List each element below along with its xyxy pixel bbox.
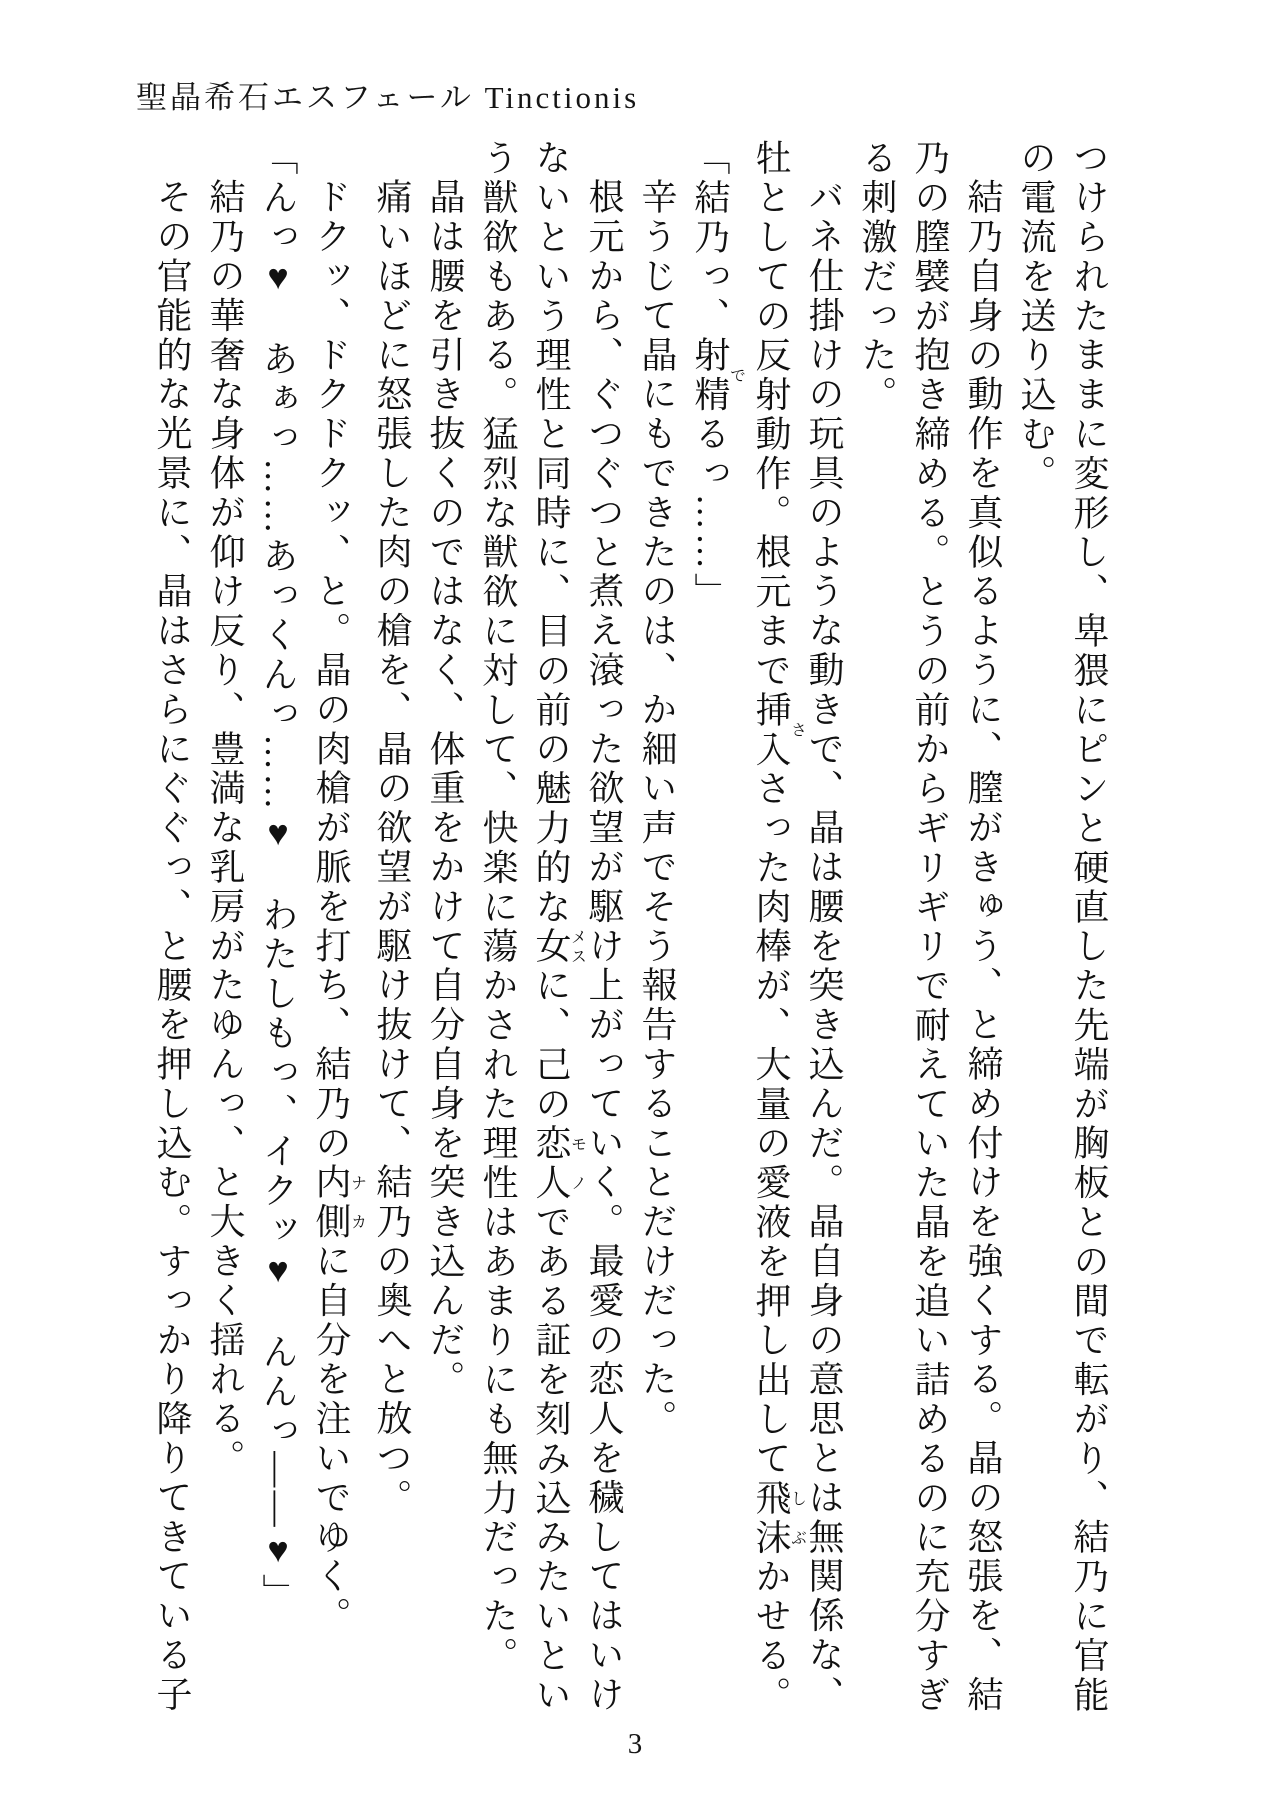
paragraph: 「結乃っ、射精でるっ……」 bbox=[690, 139, 745, 612]
paragraph: つけられたままに変形し、卑猥にピンと硬直した先端が胸板との間で転がり、結乃に官能の電流を送り込む。 bbox=[1016, 139, 1109, 1715]
paragraph: 結乃の華奢な身体が仰け反り、豊満な乳房がたゆんっ、と大きく揺れる。 bbox=[205, 178, 245, 1479]
ruby-annotated-word: 飛沫しぶ bbox=[751, 1478, 806, 1558]
paragraph: バネ仕掛けの玩具のような動きで、晶は腰を突き込んだ。晶自身の意思とは無関係な、牡としての反射動作。根元まで挿入ささった肉棒が、大量の愛液を押し出して飛沫しぶかせる。 bbox=[751, 139, 844, 1716]
ruby-annotated-word: 女メス bbox=[531, 927, 586, 967]
paragraph: 痛いほどに怒張した肉の槍を、晶の欲望が駆け抜けて、結乃の奥へと放つ。 bbox=[372, 178, 412, 1518]
ruby-annotated-word: 内側ナカ bbox=[311, 1163, 366, 1242]
text-columns bbox=[145, 139, 1115, 1721]
ruby-annotated-word: 恋人モノ bbox=[531, 1124, 586, 1203]
ruby-annotated-word: 挿入さ bbox=[751, 690, 806, 770]
page-header-title: 聖晶希石エスフェール Tinctionis bbox=[136, 80, 640, 115]
paragraph: 結乃自身の動作を真似るように、膣がきゅう、と締め付けを強くする。晶の怒張を、結乃の膣襞が抱き締める。とうの前からギリギリで耐えていた晶を追い詰めるのに充分すぎる刺激だった。 bbox=[857, 139, 1003, 1715]
page-number: 3 bbox=[627, 1728, 643, 1760]
paragraph: ドクッ、ドクドクッ、と。晶の肉槍が脈を打ち、結乃の内側ナカに自分を注いでゆく。 bbox=[311, 178, 366, 1636]
paragraph: 晶は腰を引き抜くのではなく、体重をかけて自分自身を突き込んだ。 bbox=[425, 178, 465, 1400]
paragraph: 辛うじて晶にもできたのは、か細い声でそう報告することだけだった。 bbox=[637, 178, 677, 1439]
paragraph: その官能的な光景に、晶はさらにぐぐっ、と腰を押し込む。すっかり降りてきている子 bbox=[152, 178, 192, 1715]
ruby-annotated-word: 射精で bbox=[690, 336, 745, 415]
paragraph: 根元から、ぐつぐつと煮え滾った欲望が駆け上がっていく。最愛の恋人を穢してはいけないという理性と同時に、目の前の魅力的な女メスに、己の恋人モノである証を刻み込みたいという獣欲もある。猛烈な獣欲に対して、快楽に蕩かされた理性はあまりにも無力だった。 bbox=[478, 139, 624, 1716]
paragraph: 「んっ♥ あぁっ……あっくんっ……♥ わたしもっ、イクッ♥ んんっ――♥」 bbox=[258, 139, 298, 1613]
